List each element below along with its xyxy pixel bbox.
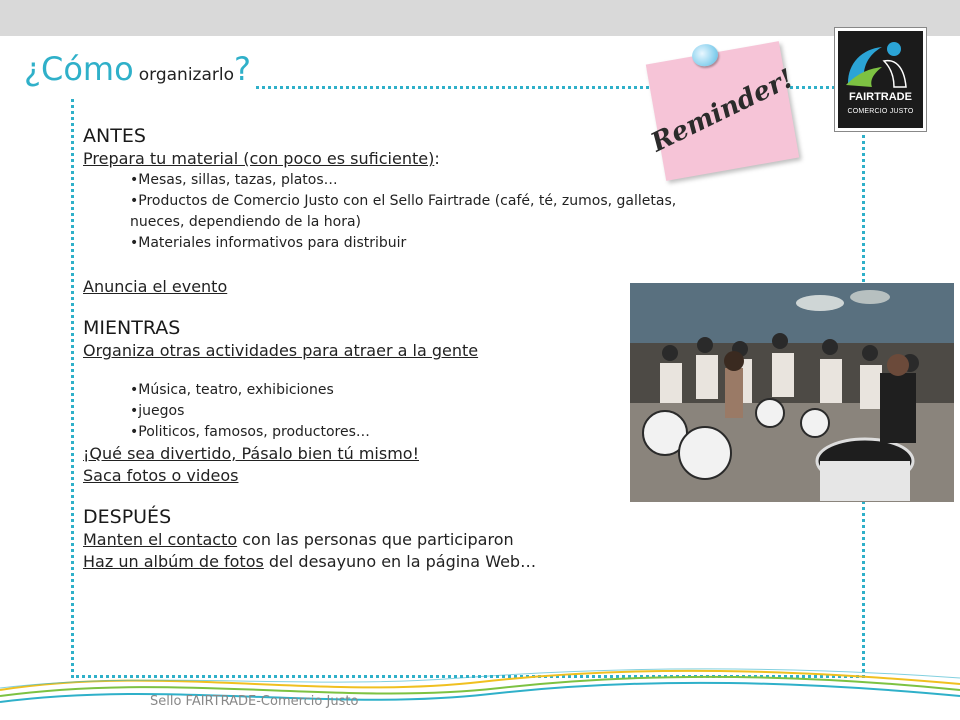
antes-bullets — [130, 170, 823, 254]
prepara-colon: : — [434, 149, 440, 168]
title-main: ¿Cómo — [24, 50, 134, 88]
logo-name: FAIRTRADE — [849, 91, 912, 103]
heading-despues: DESPUÉS — [83, 506, 172, 528]
list-item: •Música, teatro, exhibiciones — [130, 382, 334, 398]
list-item: •Materiales informativos para distribuir — [130, 235, 407, 251]
fotos-line: Saca fotos o videos — [83, 466, 239, 485]
anuncia-evento: Anuncia el evento — [83, 277, 228, 296]
contacto-rest: con las personas que participaron — [237, 530, 514, 549]
decorative-waves — [0, 660, 960, 720]
prepara-line — [83, 148, 823, 170]
contacto-line — [83, 529, 823, 551]
album-line — [83, 551, 823, 573]
fairtrade-logo — [835, 28, 926, 131]
list-item: •Mesas, sillas, tazas, platos… — [130, 172, 338, 188]
list-item: •Productos de Comercio Justo con el Sello Fairtrade (café, té, zumos, galletas, — [130, 193, 677, 209]
heading-mientras: MIENTRAS — [83, 317, 181, 339]
organiza-line: Organiza otras actividades para atraer a la gente — [83, 341, 479, 360]
title-small: organizarlo — [138, 65, 235, 85]
drummers-illustration — [630, 283, 954, 502]
title-question-mark: ? — [234, 50, 251, 88]
page-title — [24, 50, 255, 96]
album-rest: del desayuno en la página Web… — [263, 552, 537, 571]
contacto-link: Manten el contacto — [83, 530, 238, 549]
list-item: •juegos — [130, 403, 185, 419]
reminder-text: Reminder! — [646, 63, 799, 159]
album-link: Haz un albúm de fotos — [83, 552, 264, 571]
list-item: •Politicos, famosos, productores… — [130, 424, 370, 440]
divertido-line: ¡Qué sea divertido, Pásalo bien tú mismo! — [83, 444, 419, 463]
drummers-photo — [630, 283, 954, 502]
logo-sub: COMERCIO JUSTO — [847, 108, 914, 115]
heading-antes: ANTES — [83, 125, 146, 147]
fairtrade-mark-icon — [842, 35, 919, 89]
footer-text: Sello FAIRTRADE-Comercio Justo — [150, 694, 359, 709]
top-bar — [0, 0, 960, 36]
prepara-link: Prepara tu material (con poco es suficiente) — [83, 149, 435, 168]
list-item: nueces, dependiendo de la hora) — [130, 214, 362, 230]
